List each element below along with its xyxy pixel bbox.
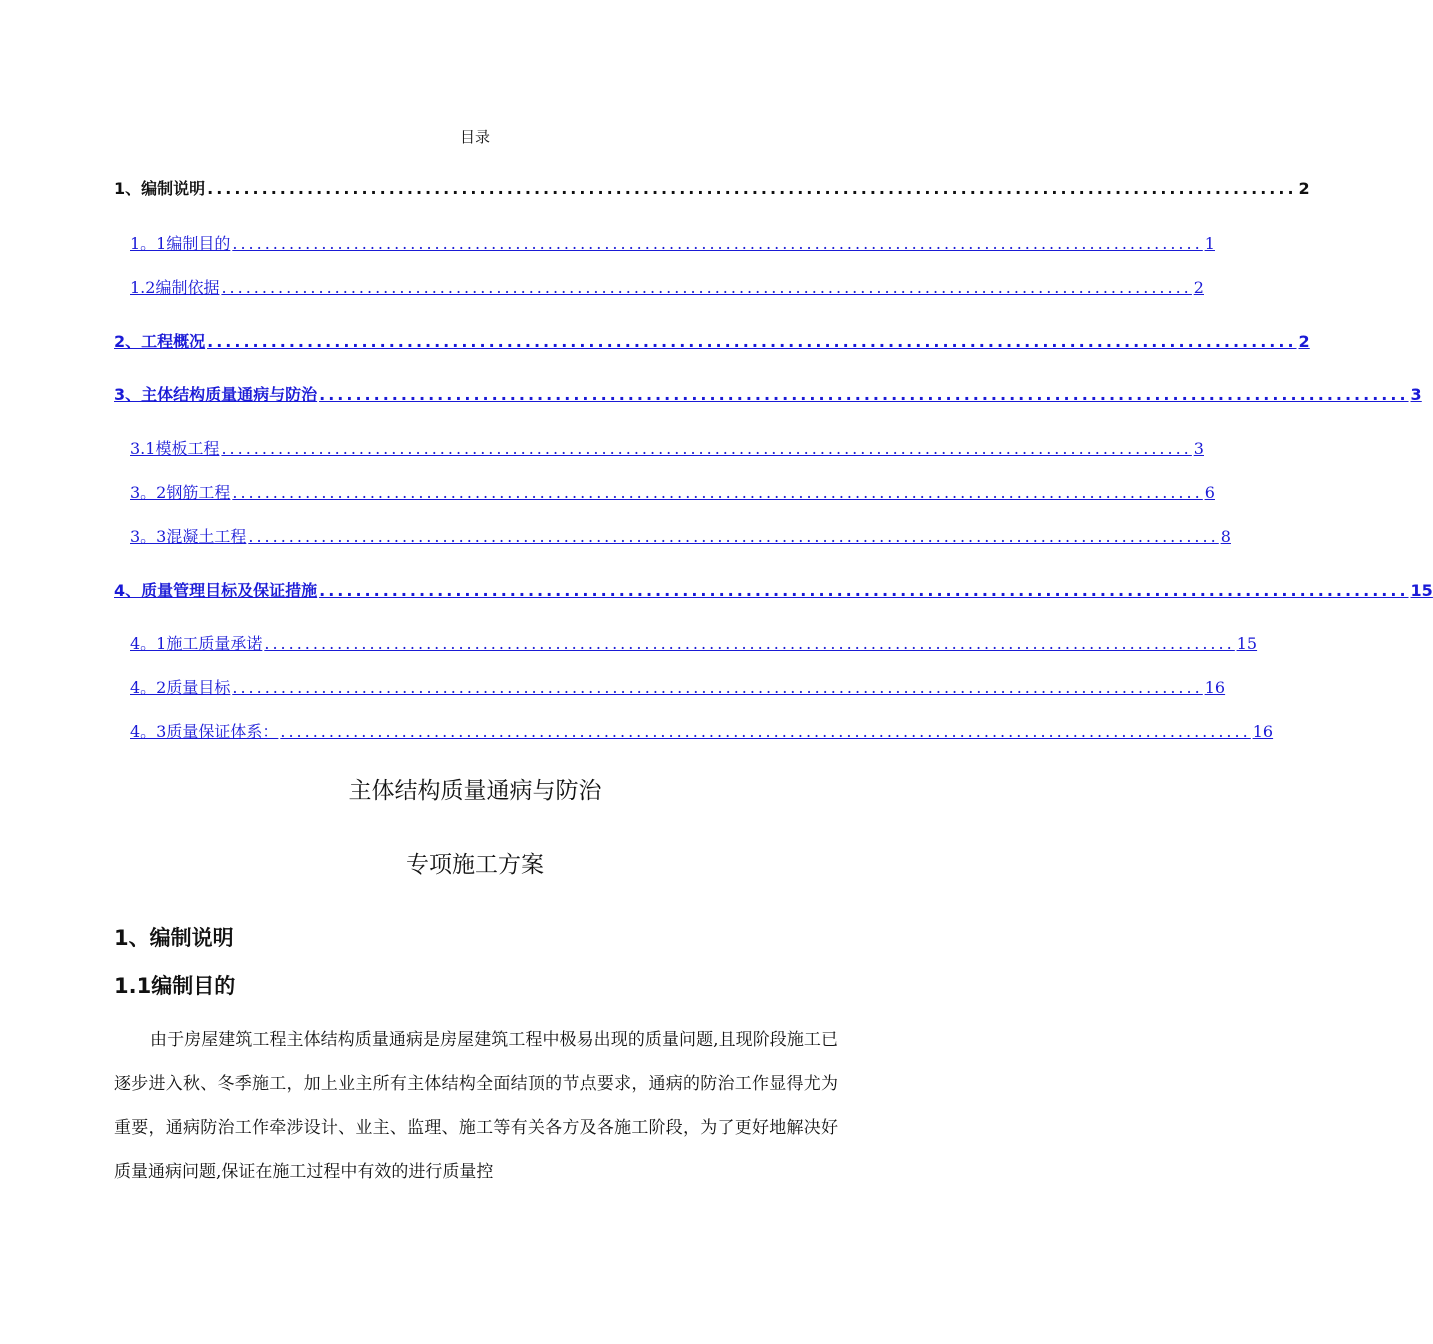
toc-entry-4-2[interactable] bbox=[130, 675, 1226, 698]
toc-leader-dots: ........................................................................................................................ bbox=[232, 483, 1203, 502]
toc-leader-dots: ........................................................................................................................ bbox=[319, 581, 1409, 600]
toc-leader-dots: ........................................................................................................................ bbox=[207, 332, 1297, 351]
section-heading-1: 1、编制说明 bbox=[114, 926, 234, 950]
toc-page-number: 3 bbox=[1193, 439, 1204, 458]
document-title-line2: 专项施工方案 bbox=[406, 852, 544, 878]
toc-entry-label: 3、主体结构质量通病与防治 bbox=[114, 385, 318, 404]
toc-page-number: 16 bbox=[1204, 678, 1226, 697]
toc-entry-label: 4。3质量保证体系： bbox=[130, 722, 279, 741]
toc-entry-3-2[interactable] bbox=[130, 480, 1215, 503]
toc-entry-1-2[interactable] bbox=[130, 275, 1204, 298]
toc-page-number: 2 bbox=[1193, 278, 1204, 297]
toc-leader-dots: ........................................................................................................................ bbox=[207, 179, 1297, 198]
toc-leader-dots: ........................................................................................................................ bbox=[232, 678, 1203, 697]
toc-entry-label: 4。2质量目标 bbox=[130, 678, 231, 697]
toc-page-number: 15 bbox=[1410, 581, 1433, 600]
body-paragraph: 由于房屋建筑工程主体结构质量通病是房屋建筑工程中极易出现的质量问题,且现阶段施工已逐步进入秋、冬季施工，加上业主所有主体结构全面结顶的节点要求，通病的防治工作显得尤为重要，通病防治工作牵涉设计、业主、监理、施工等有关各方及各施工阶段，为了更好地解决好质量通病问题,保证在施工过程中有效的进行质量控 bbox=[114, 1030, 838, 1182]
toc-entry-3-3[interactable] bbox=[130, 524, 1231, 547]
toc-entry-4-3[interactable] bbox=[130, 719, 1274, 742]
toc-leader-dots: ........................................................................................................................ bbox=[232, 234, 1203, 253]
toc-leader-dots: ........................................................................................................................ bbox=[280, 722, 1251, 741]
toc-entry-label: 1。1编制目的 bbox=[130, 234, 231, 253]
toc-page-number: 16 bbox=[1252, 722, 1274, 741]
toc-page-number: 3 bbox=[1410, 385, 1422, 404]
document-title-line1: 主体结构质量通病与防治 bbox=[348, 778, 602, 804]
toc-entry-label: 4、质量管理目标及保证措施 bbox=[114, 581, 318, 600]
toc-page-number: 8 bbox=[1220, 527, 1231, 546]
toc-leader-dots: ........................................................................................................................ bbox=[221, 278, 1192, 297]
toc-entry-label: 3.1模板工程 bbox=[130, 439, 220, 458]
toc-page-number: 2 bbox=[1298, 179, 1310, 198]
toc-leader-dots: ........................................................................................................................ bbox=[264, 634, 1235, 653]
section-heading-1-1: 1.1编制目的 bbox=[114, 974, 236, 998]
toc-page-number: 6 bbox=[1204, 483, 1215, 502]
toc-entry-label: 3。2钢筋工程 bbox=[130, 483, 231, 502]
toc-entry-label: 3。3混凝土工程 bbox=[130, 527, 247, 546]
toc-entry-1[interactable] bbox=[114, 176, 1310, 199]
toc-leader-dots: ........................................................................................................................ bbox=[319, 385, 1409, 404]
toc-page-number: 15 bbox=[1236, 634, 1258, 653]
toc-entry-4[interactable] bbox=[114, 578, 1433, 601]
toc-title: 目录 bbox=[459, 128, 490, 146]
toc-entry-label: 2、工程概况 bbox=[114, 332, 206, 351]
toc-entry-label: 4。1施工质量承诺 bbox=[130, 634, 263, 653]
toc-leader-dots: ........................................................................................................................ bbox=[248, 527, 1219, 546]
toc-entry-label: 1、编制说明 bbox=[114, 179, 206, 198]
toc-page-number: 1 bbox=[1204, 234, 1215, 253]
toc-entry-label: 1.2编制依据 bbox=[130, 278, 220, 297]
toc-leader-dots: ........................................................................................................................ bbox=[221, 439, 1192, 458]
toc-entry-2[interactable] bbox=[114, 329, 1310, 352]
toc-entry-1-1[interactable] bbox=[130, 231, 1215, 254]
toc-page-number: 2 bbox=[1298, 332, 1310, 351]
toc-entry-3[interactable] bbox=[114, 382, 1422, 405]
toc-entry-3-1[interactable] bbox=[130, 436, 1204, 459]
toc-entry-4-1[interactable] bbox=[130, 631, 1258, 654]
